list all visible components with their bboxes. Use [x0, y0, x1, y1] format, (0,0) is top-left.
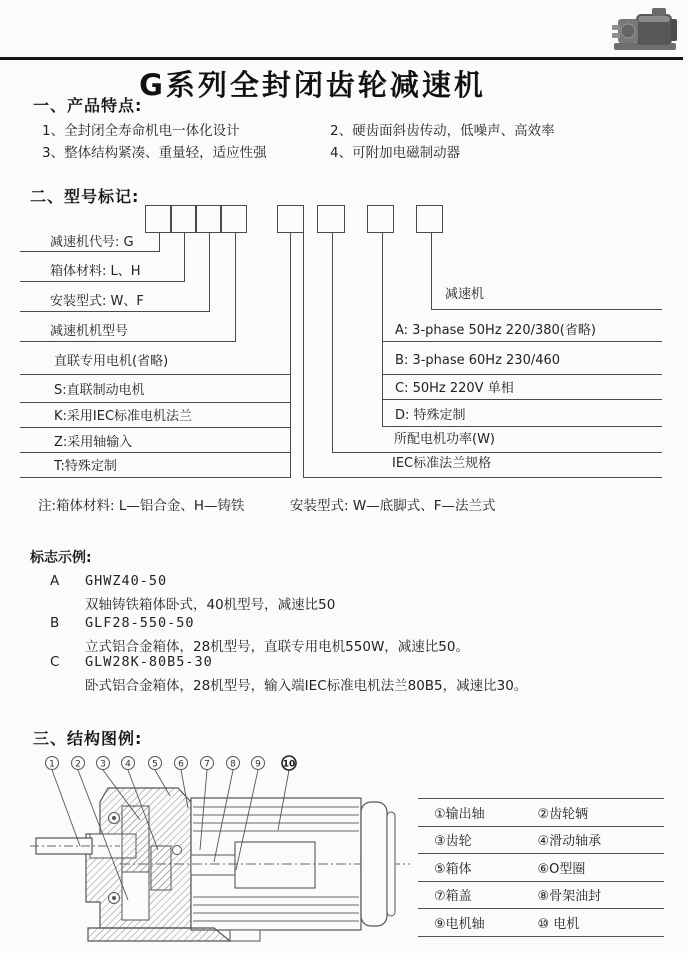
table-cell: ③齿轮 [434, 834, 472, 850]
page-title: G系列全封闭齿轮减速机 [139, 68, 486, 102]
table-cell: ⑩ 电机 [537, 916, 580, 932]
table-cell: ④滑动轴承 [537, 834, 602, 850]
field-label-mount-type: 安装型式: W、F [20, 295, 210, 312]
callout-numbers [46, 756, 297, 770]
field-label-voltage-B: B: 3-phase 60Hz 230/460 [382, 354, 662, 375]
callout-1-icon: 1 [49, 759, 55, 770]
callout-5-icon: 5 [152, 759, 158, 770]
example-code-C: GLW28K-80B5-30 [85, 654, 213, 670]
model-code-box-3 [195, 205, 222, 233]
table-cell: ②齿轮辆 [537, 806, 589, 822]
table-row [418, 854, 664, 882]
note-mount-type: 安装型式: W—底脚式、F—法兰式 [290, 498, 496, 514]
table-row [418, 882, 664, 910]
table-row [418, 827, 664, 855]
table-row [418, 799, 664, 827]
table-cell: ⑤箱体 [434, 861, 472, 877]
example-desc-A: 双轴铸铁箱体卧式，40机型号，减速比50 [85, 597, 336, 613]
table-cell: ⑧骨架油封 [537, 889, 602, 905]
connector-line [303, 233, 304, 478]
callout-4-icon: 4 [125, 759, 131, 770]
model-code-box-6 [317, 205, 345, 233]
callout-10-icon: 10 [282, 759, 296, 770]
connector-line [332, 233, 333, 453]
field-label-voltage-C: C: 50Hz 220V 单相 [382, 382, 662, 400]
field-label-reducer-code: 减速机代号: G [20, 236, 160, 252]
example-code-B: GLF28-550-50 [85, 615, 195, 631]
marking-examples [0, 545, 687, 705]
base-foot [88, 928, 230, 941]
callout-2-icon: 2 [75, 759, 81, 770]
table-cell: ⑦箱盖 [434, 889, 472, 905]
table-cell: ⑥O型圈 [537, 861, 586, 877]
header-rule [0, 57, 683, 60]
example-key-B: B [50, 615, 60, 631]
example-key-A: A [50, 573, 60, 589]
callout-3-icon: 3 [100, 759, 106, 770]
parts-table [418, 798, 664, 937]
callout-6-icon: 6 [178, 759, 184, 770]
table-cell: ①输出轴 [434, 806, 485, 822]
note-housing-material: 注:箱体材料: L—铝合金、H—铸铁 [38, 498, 245, 514]
example-desc-C: 卧式铝合金箱体，28机型号，输入端IEC标准电机法兰80B5，减速比30。 [85, 678, 528, 694]
table-row [418, 909, 664, 937]
field-label-iec-flange: IEC标准法兰规格 [303, 457, 662, 478]
structure-diagram [28, 750, 418, 950]
examples-heading: 标志示例: [30, 550, 92, 566]
model-code-box-7 [367, 205, 394, 233]
callout-8-icon: 8 [230, 759, 236, 770]
section2-heading: 二、型号标记: [30, 187, 140, 206]
example-code-A: GHWZ40-50 [85, 573, 168, 589]
field-label-motor-Z: Z:采用轴输入 [20, 436, 291, 453]
table-cell: ⑨电机轴 [434, 916, 485, 932]
callout-7-icon: 7 [204, 759, 210, 770]
field-label-voltage-A: A: 3-phase 50Hz 220/380(省略) [382, 324, 662, 342]
gear-motor-photo [608, 5, 684, 57]
field-label-motor-S: S:直联制动电机 [20, 384, 291, 403]
section1-heading: 一、产品特点: [33, 96, 143, 115]
example-desc-B: 立式铝合金箱体，28机型号，直联专用电机550W，减速比50。 [85, 639, 469, 655]
field-label-motor-K: K:采用IEC标准电机法兰 [20, 410, 291, 428]
feature-item-2: 2、硬齿面斜齿传动，低噪声、高效率 [330, 123, 555, 139]
motor-foot [230, 930, 260, 941]
field-label-motor-T: T:特殊定制 [20, 460, 291, 478]
field-label-housing-material: 箱体材料: L、H [20, 265, 185, 282]
model-code-box-8 [416, 205, 443, 233]
callout-9-icon: 9 [255, 759, 261, 770]
field-label-motor-power: 所配电机功率(W) [332, 433, 662, 453]
model-code-box-1 [145, 205, 172, 233]
feature-item-1: 1、全封闭全寿命机电一体化设计 [42, 123, 240, 139]
field-label-frame-size: 减速机机型号 [20, 325, 236, 342]
model-code-box-5 [277, 205, 304, 233]
field-label-motor-default: 直联专用电机(省略) [20, 355, 291, 375]
feature-item-4: 4、可附加电磁制动器 [330, 145, 461, 161]
model-code-diagram [0, 198, 687, 528]
field-label-reducer: 减速机 [431, 288, 662, 310]
gearbox-housing [86, 788, 191, 928]
feature-item-3: 3、整体结构紧凑、重量轻，适应性强 [42, 145, 267, 161]
model-code-box-4 [220, 205, 247, 233]
model-code-box-2 [170, 205, 197, 233]
field-label-voltage-D: D: 特殊定制 [382, 409, 662, 427]
section3-heading: 三、结构图例: [33, 729, 143, 748]
example-key-C: C [50, 654, 60, 670]
